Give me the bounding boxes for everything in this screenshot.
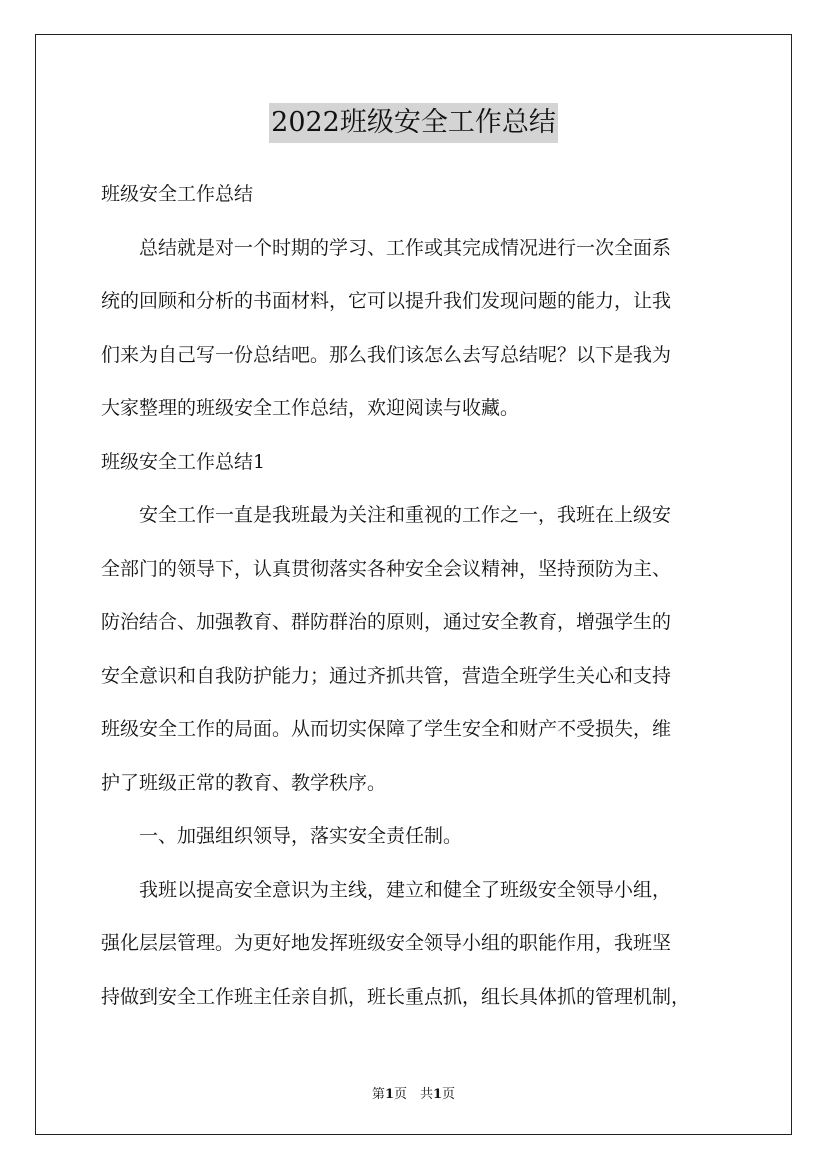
body-line: 护了班级正常的教育、教学秩序。 [101, 771, 387, 794]
body-line: 班级安全工作总结 [101, 183, 254, 205]
page-mid: 页 共 [393, 1087, 433, 1102]
body-line: 班级安全工作总结1 [101, 450, 266, 473]
page-footer [0, 1083, 827, 1102]
title-container [0, 103, 827, 143]
body-line: 一、加强组织领导，落实安全责任制。 [101, 825, 463, 847]
body-line: 们来为自己写一份总结吧。那么我们该怎么去写总结呢？以下是我为 [101, 343, 672, 366]
body-line: 强化层层管理。为更好地发挥班级安全领导小组的职能作用，我班坚 [101, 932, 672, 954]
body-line: 安全意识和自我防护能力；通过齐抓共管，营造全班学生关心和支持 [101, 664, 672, 687]
body-line: 全部门的领导下，认真贯彻落实各种安全会议精神，坚持预防为主、 [101, 557, 672, 580]
page-total: 1 [433, 1087, 443, 1102]
document-title: 2022班级安全工作总结 [269, 103, 558, 143]
body-line: 大家整理的班级安全工作总结，欢迎阅读与收藏。 [101, 397, 520, 419]
body-line: 安全工作一直是我班最为关注和重视的工作之一，我班在上级安 [101, 504, 672, 526]
body-line: 班级安全工作的局面。从而切实保障了学生安全和财产不受损失，维 [101, 718, 672, 740]
body-line: 防治结合、加强教育、群防群治的原则，通过安全教育，增强学生的 [101, 611, 672, 633]
body-line: 统的回顾和分析的书面材料，它可以提升我们发现问题的能力，让我 [101, 290, 672, 312]
page-prefix: 第 [371, 1087, 385, 1102]
body-line: 我班以提高安全意识为主线，建立和健全了班级安全领导小组， [101, 878, 672, 901]
page-number: 1 [384, 1087, 394, 1102]
document-body [101, 168, 727, 1024]
body-line: 持做到安全工作班主任亲自抓，班长重点抓，组长具体抓的管理机制， [101, 985, 691, 1008]
body-line: 总结就是对一个时期的学习、工作或其完成情况进行一次全面系 [101, 236, 672, 259]
page-suffix: 页 [442, 1087, 456, 1102]
